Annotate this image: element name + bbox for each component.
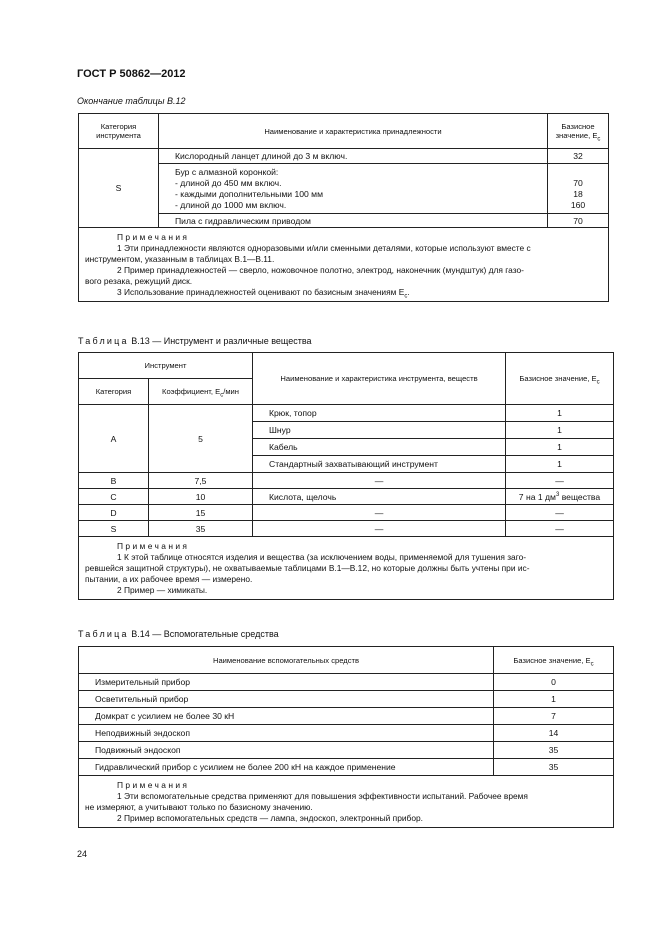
col-header-category	[79, 114, 159, 149]
item-value-cell: —	[506, 521, 614, 537]
drill-value: 160	[570, 199, 586, 210]
notes-heading: Примечания	[117, 541, 190, 551]
table-b13	[78, 352, 614, 600]
subscript: c	[404, 293, 408, 300]
notes-row	[79, 776, 614, 828]
table-b12	[78, 113, 609, 302]
item-value-cell: 1	[506, 439, 614, 456]
item-name-cell: Измерительный прибор	[79, 674, 494, 691]
item-name-cell: Шнур	[253, 422, 506, 439]
base-header-text: значение, E	[555, 131, 598, 140]
item-name-cell: Домкрат с усилием не более 30 кН	[79, 708, 494, 725]
coef-header-text: Коэффициент, E	[162, 387, 221, 396]
item-value-cell: —	[506, 505, 614, 521]
category-header-line: инструмента	[96, 131, 141, 140]
table-header-row	[79, 647, 614, 674]
category-cell: B	[79, 473, 149, 489]
note-line: не измеряют, а учитывают только по базисному значению.	[85, 802, 313, 812]
table-row	[79, 742, 614, 759]
col-header-instrument: Инструмент	[79, 353, 253, 379]
table-header-row	[79, 353, 614, 379]
category-cell: C	[79, 489, 149, 505]
note-text: 3 Использование принадлежностей оценивают по базисным значениям E	[117, 287, 405, 297]
notes-heading: Примечания	[117, 780, 190, 790]
note-line: вого резака, режущий диск.	[85, 276, 193, 286]
item-value-cell	[548, 164, 609, 214]
note-text: .	[407, 287, 410, 297]
item-value-cell: —	[506, 473, 614, 489]
table-caption-text: В.13 — Инструмент и различные вещества	[128, 336, 312, 346]
item-value-cell: 1	[506, 405, 614, 422]
subscript: с	[597, 136, 601, 143]
table-row	[79, 674, 614, 691]
item-name-cell: —	[253, 473, 506, 489]
table-row	[79, 708, 614, 725]
notes-heading: Примечания	[117, 232, 190, 242]
coefficient-cell: 7,5	[149, 473, 253, 489]
item-value-cell	[506, 489, 614, 505]
value-text: 7 на 1 дм	[518, 491, 556, 502]
item-value-cell: 35	[494, 742, 614, 759]
subscript: c	[590, 661, 594, 668]
table-b14-caption	[78, 629, 279, 639]
drill-value: 18	[573, 188, 583, 199]
note-line: 1 Эти принадлежности являются одноразовыми и/или сменными деталями, которые используют вместе с	[117, 243, 531, 253]
table-header-row	[79, 114, 609, 149]
table-row	[79, 149, 609, 164]
notes-row	[79, 228, 609, 302]
note-line	[85, 287, 602, 298]
item-value-cell: 7	[494, 708, 614, 725]
category-cell: S	[79, 149, 159, 228]
item-value-cell: 1	[494, 691, 614, 708]
note-line: 2 Пример — химикаты.	[117, 585, 208, 595]
item-name-cell: Стандартный захватывающий инструмент	[253, 456, 506, 473]
col-header-name: Наименование и характеристика принадлежности	[159, 114, 548, 149]
table-label: Таблица	[78, 629, 129, 639]
category-header-line: Категория	[100, 122, 137, 131]
table-row	[79, 214, 609, 228]
item-value-cell: 35	[494, 759, 614, 776]
item-value-cell: 1	[506, 422, 614, 439]
item-value-cell: 14	[494, 725, 614, 742]
table-notes	[79, 228, 609, 302]
item-value-cell: 1	[506, 456, 614, 473]
table-row	[79, 473, 614, 489]
notes-row	[79, 537, 614, 600]
col-header-coefficient	[149, 379, 253, 405]
coefficient-cell: 15	[149, 505, 253, 521]
item-name-cell: Крюк, топор	[253, 405, 506, 422]
item-name-cell: —	[253, 521, 506, 537]
coefficient-cell: 5	[149, 405, 253, 473]
item-name-cell: Кислота, щелочь	[253, 489, 506, 505]
col-header-name: Наименование вспомогательных средств	[79, 647, 494, 674]
col-header-category: Категория	[79, 379, 149, 405]
base-header-line	[552, 131, 604, 143]
col-header-name: Наименование и характеристика инструмента, веществ	[253, 353, 506, 405]
item-name-cell: Пила с гидравлическим приводом	[159, 214, 548, 228]
table-b14	[78, 646, 614, 828]
coefficient-cell: 10	[149, 489, 253, 505]
category-cell: S	[79, 521, 149, 537]
item-name-cell	[159, 164, 548, 214]
col-header-base-value	[548, 114, 609, 149]
superscript: 3	[555, 491, 560, 498]
table-row	[79, 405, 614, 422]
base-header-text: Базисное значение, E	[513, 655, 591, 665]
value-text: вещества	[559, 491, 601, 502]
item-name-cell: Неподвижный эндоскоп	[79, 725, 494, 742]
subscript: c	[596, 379, 600, 386]
table-notes	[79, 537, 614, 600]
note-line: 1 К этой таблице относятся изделия и вещества (за исключением воды, применяемой для тушения заго-	[117, 552, 527, 562]
item-value-cell: 70	[548, 214, 609, 228]
note-line: инструментом, указанным в таблицах В.1—В.11.	[85, 254, 275, 264]
category-cell: A	[79, 405, 149, 473]
document-title: ГОСТ Р 50862—2012	[77, 68, 186, 80]
table-b13-caption	[78, 336, 312, 346]
note-line: 2 Пример вспомогательных средств — лампа, эндоскоп, электронный прибор.	[117, 813, 423, 823]
drill-line: - длиной до 450 мм включ.	[175, 177, 282, 188]
item-name-cell: —	[253, 505, 506, 521]
base-header-text: Базисное значение, E	[519, 374, 597, 383]
item-name-cell: Подвижный эндоскоп	[79, 742, 494, 759]
subscript: c	[220, 392, 224, 399]
item-name-cell: Кабель	[253, 439, 506, 456]
drill-value: 70	[573, 177, 583, 188]
col-header-base-value	[506, 353, 614, 405]
note-line: ревшейся защитной структуры), не охватываемые таблицами В.1—В.12, но которые должны быть учтены при ис-	[85, 563, 530, 573]
drill-line: Бур с алмазной коронкой:	[175, 166, 279, 177]
coefficient-cell: 35	[149, 521, 253, 537]
table-row	[79, 691, 614, 708]
table-row	[79, 725, 614, 742]
item-value-cell: 32	[548, 149, 609, 164]
drill-line: - каждыми дополнительными 100 мм	[175, 188, 323, 199]
table-row	[79, 489, 614, 505]
table-caption-text: В.14 — Вспомогательные средства	[128, 629, 279, 639]
table-row	[79, 759, 614, 776]
table-notes	[79, 776, 614, 828]
note-line: 1 Эти вспомогательные средства применяют для повышения эффективности испытаний. Рабочее время	[117, 791, 528, 801]
note-line: 2 Пример принадлежностей — сверло, ножовочное полотно, электрод, наконечник (мундштук) для газо-	[117, 265, 524, 275]
table-label: Таблица	[78, 336, 129, 346]
item-value-cell: 0	[494, 674, 614, 691]
col-header-base-value	[494, 647, 614, 674]
note-line: пытании, а их рабочее время — измерено.	[85, 574, 253, 584]
item-name-cell: Кислородный ланцет длиной до 3 м включ.	[159, 149, 548, 164]
table-row	[79, 505, 614, 521]
table-row	[79, 521, 614, 537]
base-header-line: Базисное	[561, 122, 595, 131]
table-b12-continuation-caption: Окончание таблицы В.12	[77, 96, 186, 106]
item-name-cell: Гидравлический прибор с усилием не более 200 кН на каждое применение	[79, 759, 494, 776]
item-name-cell: Осветительный прибор	[79, 691, 494, 708]
table-row	[79, 164, 609, 214]
category-cell: D	[79, 505, 149, 521]
page-number: 24	[77, 849, 88, 859]
coef-header-text: /мин	[223, 387, 239, 396]
drill-line: - длиной до 1000 мм включ.	[175, 199, 287, 210]
